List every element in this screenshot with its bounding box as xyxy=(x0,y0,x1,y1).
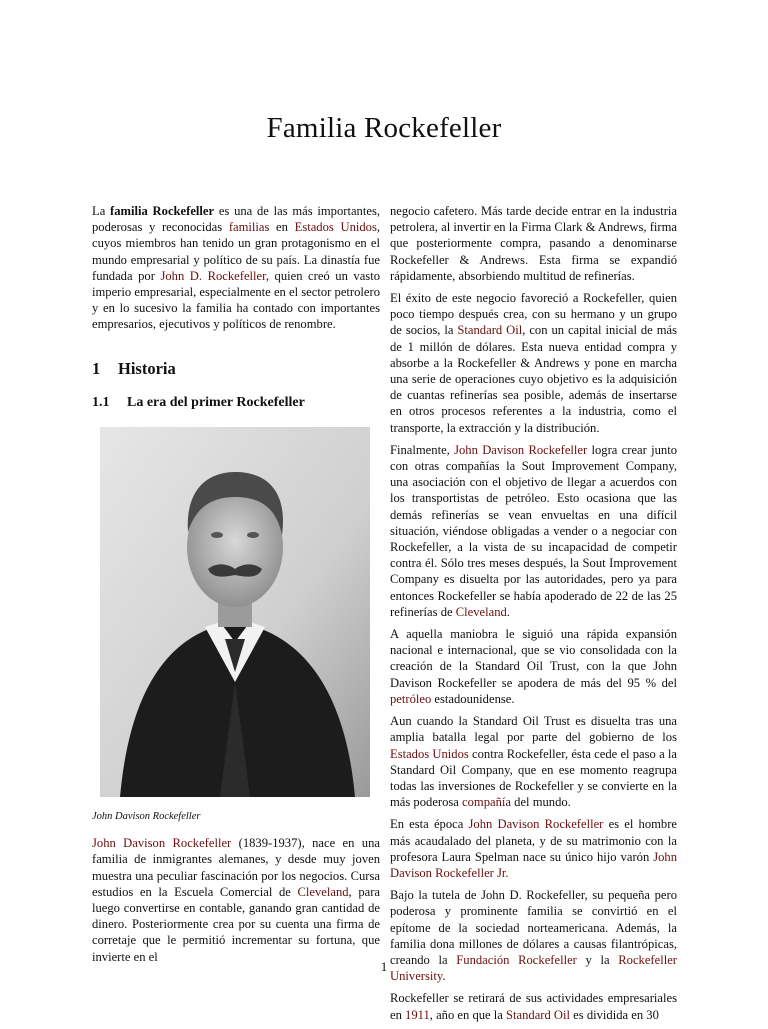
link-fundacion-rockefeller[interactable]: Fundación Rockefeller xyxy=(456,952,577,967)
photo-caption: John Davison Rockefeller xyxy=(92,811,201,823)
link-john-davison-rockefeller-jr[interactable]: John Davison Rockefeller Jr. xyxy=(390,849,677,880)
left-column xyxy=(92,203,380,971)
right-column xyxy=(390,203,677,1029)
link-1911[interactable]: 1911 xyxy=(405,1007,430,1022)
right-paragraph-2: El éxito de este negocio favoreció a Rockefeller, quien poco tiempo después crea, con su hermano y un grupo de socios, la Standard Oil, con un capital inicial de más de 1 millón de dólares. Esta nueva entidad compra y absorbe a la Rockefeller & Andrews y pone en marcha una serie de operaciones cuyo objetivo es la adquisición de cuantas refinerías sea posible, además de insertarse en otros procesos referentes a la industria, como el transporte, la extracción y la distribución. xyxy=(390,291,677,435)
right-paragraph-6: En esta época John Davison Rockefeller es el hombre más acaudalado del planeta, y de su matrimonio con la profesora Laura Spelman nace su único hijo varón John Davison Rockefeller Jr. xyxy=(390,817,677,880)
link-standard-oil[interactable]: Standard Oil xyxy=(506,1007,571,1022)
link-familias[interactable]: familias xyxy=(228,220,270,235)
right-paragraph-5: Aun cuando la Standard Oil Trust es disuelta tras una amplia batalla legal por parte del gobierno de los Estados Unidos contra Rockefeller, ésta cede el paso a la Standard Oil Company, que en ese momento reagrupa todas las inversiones de Rockefeller y se convierte en la más poderosa compañía del mundo. xyxy=(390,714,677,810)
link-petroleo[interactable]: petróleo xyxy=(390,691,432,706)
link-cleveland[interactable]: Cleveland xyxy=(297,884,349,899)
link-john-davison-rockefeller[interactable]: John Davison Rockefeller xyxy=(92,836,232,851)
left-paragraph-2: John Davison Rockefeller (1839-1937), nace en una familia de inmigrantes alemanes, y desde muy joven muestra una peculiar fascinación por los negocios. Cursa estudios en la Escuela Comercial de Cleveland, para luego convertirse en contable, ganando gran cantidad de dinero. Posteriormente crea por su cuenta una firma de corretaje que le permitió incrementar su fortuna, que invierte en el xyxy=(92,836,380,964)
right-paragraph-4: A aquella maniobra le siguió una rápida expansión nacional e internacional, que se vio consolidada con la creación de la Standard Oil Trust, con la que John Davison Rockefeller se apodera de más del 95 % del petróleo estadounidense. xyxy=(390,627,677,706)
section-heading-historia: 1 Historia xyxy=(92,358,176,378)
link-john-davison-rockefeller[interactable]: John Davison Rockefeller xyxy=(454,442,588,457)
intro-bold-term: familia Rockefeller xyxy=(110,204,215,218)
right-paragraph-1: negocio cafetero. Más tarde decide entrar en la industria petrolera, al invertir en la Firma Clark & Andrews, firma que posteriormente compra, pasando a denominarse Rockefeller & Andrews. Esta firma se expandió rápidamente, absorbiendo multitud de refinerías. xyxy=(390,204,677,283)
link-estados-unidos[interactable]: Estados Unidos xyxy=(390,746,469,761)
subsection-heading-primer-rockefeller: 1.1 La era del primer Rockefeller xyxy=(92,394,305,410)
right-paragraph-8: Rockefeller se retirará de sus actividades empresariales en 1911, año en que la Standard Oil es dividida en 30 xyxy=(390,991,677,1022)
page-title: Familia Rockefeller xyxy=(266,112,502,144)
link-standard-oil[interactable]: Standard Oil xyxy=(457,323,523,338)
link-compania[interactable]: compañía xyxy=(462,795,512,810)
link-estados-unidos[interactable]: Estados Unidos xyxy=(294,220,377,235)
link-cleveland[interactable]: Cleveland xyxy=(455,604,507,619)
link-john-davison-rockefeller[interactable]: John Davison Rockefeller xyxy=(468,817,604,832)
right-paragraph-3: Finalmente, John Davison Rockefeller logra crear junto con otras compañías la Sout Improvement Company, una asociación con el objetivo de llegar a acuerdos con los transportistas de petróleo. Esto ocasiona que las demás refinerías se vean envueltas en una difícil situación, viéndose obligadas a vender o a negociar con Rockefeller, a la vista de su incapacidad de competir contra él. Sólo tres meses después, la Sout Improvement Company es disuelta por las autoridades, pero ya para entonces Rockefeller se había apoderado de 22 de las 25 refinerías de Cleveland. xyxy=(390,442,677,619)
link-rockefeller-university[interactable]: Rockefeller University xyxy=(390,952,677,984)
intro-paragraph: La familia Rockefeller es una de las más importantes, poderosas y reconocidas familias en Estados Unidos, cuyos miembros han tenido un gran protagonismo en el mundo empresarial y político de su país. La dinastía fue fundada por John D. Rockefeller, quien creó un vasto imperio empresarial, especialmente en el sector petrolero y en lo sucesivo la familia ha contado con importantes empresarios, ejecutivos y políticos de renombre. xyxy=(92,204,381,332)
page-number: 1 xyxy=(380,959,388,974)
right-paragraph-7: Bajo la tutela de John D. Rockefeller, su pequeña pero poderosa y prominente familia se convirtió en el epítome de la sociedad norteamericana. Además, la familia dona millones de dólares a causas filantrópicas, creando la Fundación Rockefeller y la Rockefeller University. xyxy=(390,888,677,984)
portrait-photo xyxy=(100,427,370,797)
link-john-d-rockefeller[interactable]: John D. Rockefeller xyxy=(160,268,266,283)
